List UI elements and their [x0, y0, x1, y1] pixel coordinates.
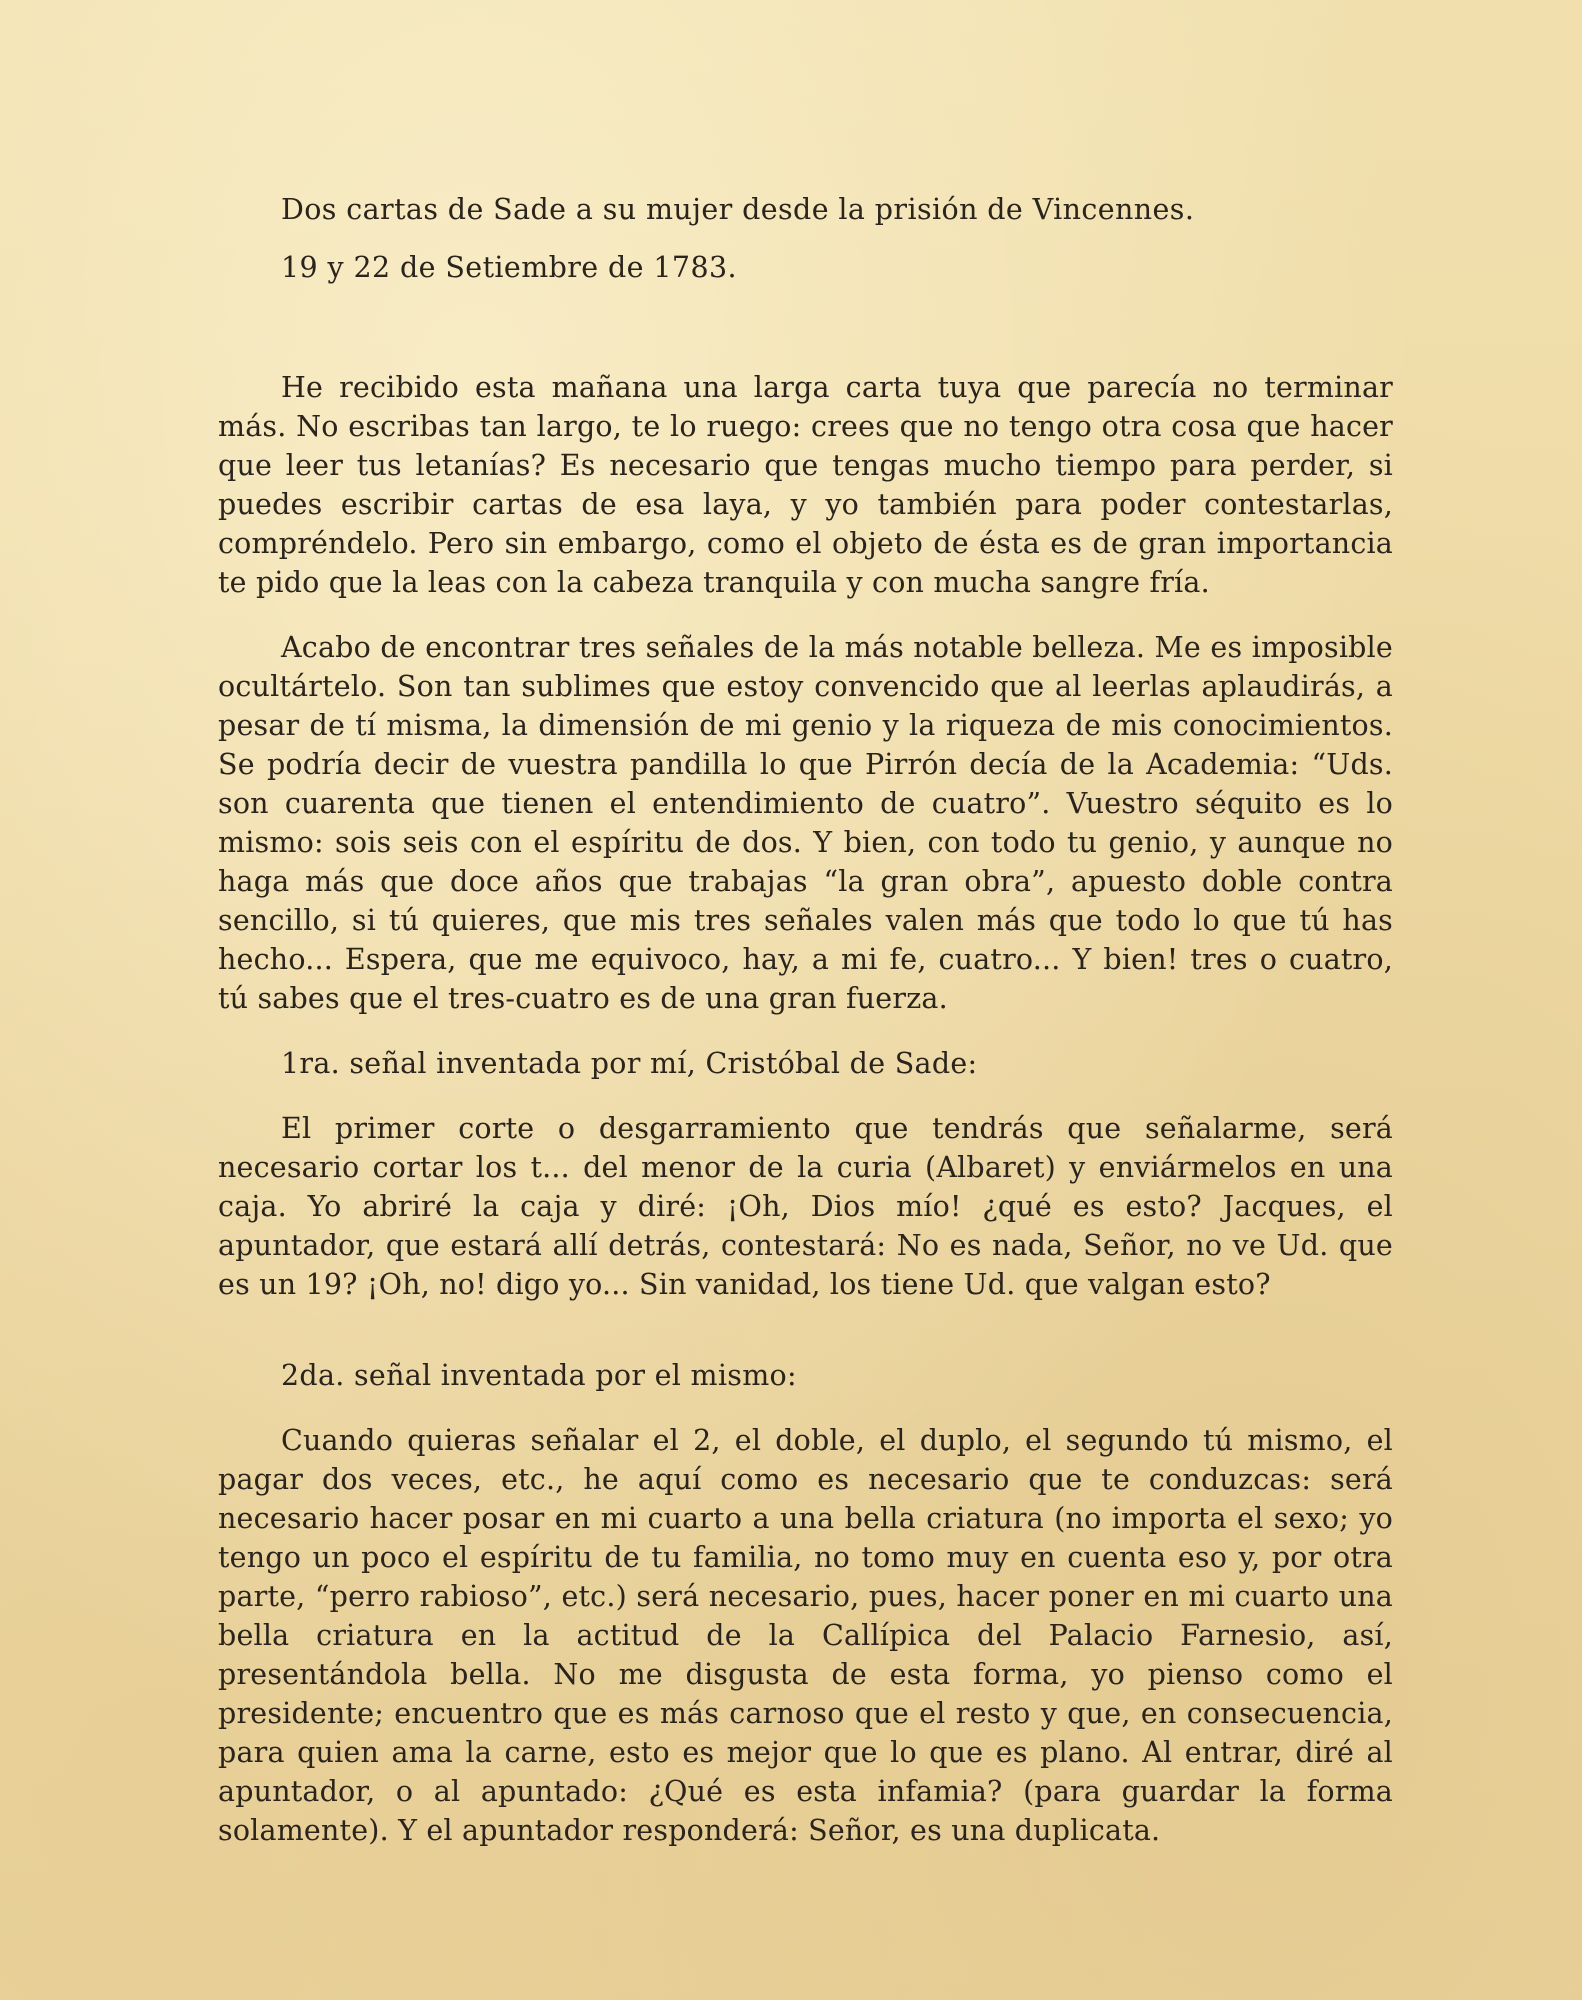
section-2-text: Cuando quieras señalar el 2, el doble, el duplo, el segundo tú mismo, el pagar dos veces, etc., he aquí como es necesario que te conduzcas: será necesario hacer posar en mi cuarto a una bella criatura (no importa el sexo; yo tengo un poco el espíritu de tu familia, no tomo muy en cuenta eso y, por otra parte, “perro rabioso”, etc.) será necesario, pues, hacer poner en mi cuarto una bella criatura en la actitud de la Callípica del Palacio Farnesio, así, presentándola bella. No me disgusta de esta forma, yo pienso como el presidente; encuentro que es más carnoso que el resto y que, en consecuencia, para quien ama la carne, esto es mejor que lo que es plano. Al entrar, diré al apuntador, o al apuntado: ¿Qué es esta infamia? (para guardar la forma solamente). Y el apuntador responderá: Señor, es una duplicata. — [218, 1424, 1393, 1847]
document-date: 19 y 22 de Setiembre de 1783. — [281, 251, 737, 284]
section-1-text: El primer corte o desgarramiento que tendrás que señalarme, será necesario cortar los t... del menor de la curia (Albaret) y enviármelos en una caja. Yo abriré la caja y diré: ¡Oh, Dios mío! ¿qué es esto? Jacques, el apuntador, que estará allí detrás, contestará: No es nada, Señor, no ve Ud. que es un 19? ¡Oh, no! digo yo... Sin vanidad, los tiene Ud. que valgan esto? — [218, 1112, 1393, 1301]
page-text — [218, 190, 1393, 1876]
section-2-label: 2da. señal inventada por el mismo: — [281, 1359, 797, 1392]
document-title: Dos cartas de Sade a su mujer desde la prisión de Vincennes. — [281, 193, 1195, 226]
section-1-label: 1ra. señal inventada por mí, Cristóbal de Sade: — [281, 1047, 978, 1080]
paragraph-1: He recibido esta mañana una larga carta tuya que parecía no terminar más. No escribas tan largo, te lo ruego: crees que no tengo otra cosa que hacer que leer tus letanías? Es necesario que tengas mucho tiempo para perder, si puedes escribir cartas de esa laya, y yo también para poder contestarlas, compréndelo. Pero sin embargo, como el objeto de ésta es de gran importancia te pido que la leas con la cabeza tranquila y con mucha sangre fría. — [218, 371, 1393, 599]
paragraph-2: Acabo de encontrar tres señales de la más notable belleza. Me es imposible ocultártelo. Son tan sublimes que estoy convencido que al leerlas aplaudirás, a pesar de tí misma, la dimensión de mi genio y la riqueza de mis conocimientos. Se podría decir de vuestra pandilla lo que Pirrón decía de la Academia: “Uds. son cuarenta que tienen el entendimiento de cuatro”. Vuestro séquito es lo mismo: sois seis con el espíritu de dos. Y bien, con todo tu genio, y aunque no haga más que doce años que trabajas “la gran obra”, apuesto doble contra sencillo, si tú quieres, que mis tres señales valen más que todo lo que tú has hecho... Espera, que me equivoco, hay, a mi fe, cuatro... Y bien! tres o cuatro, tú sabes que el tres-cuatro es de una gran fuerza. — [218, 631, 1393, 1015]
